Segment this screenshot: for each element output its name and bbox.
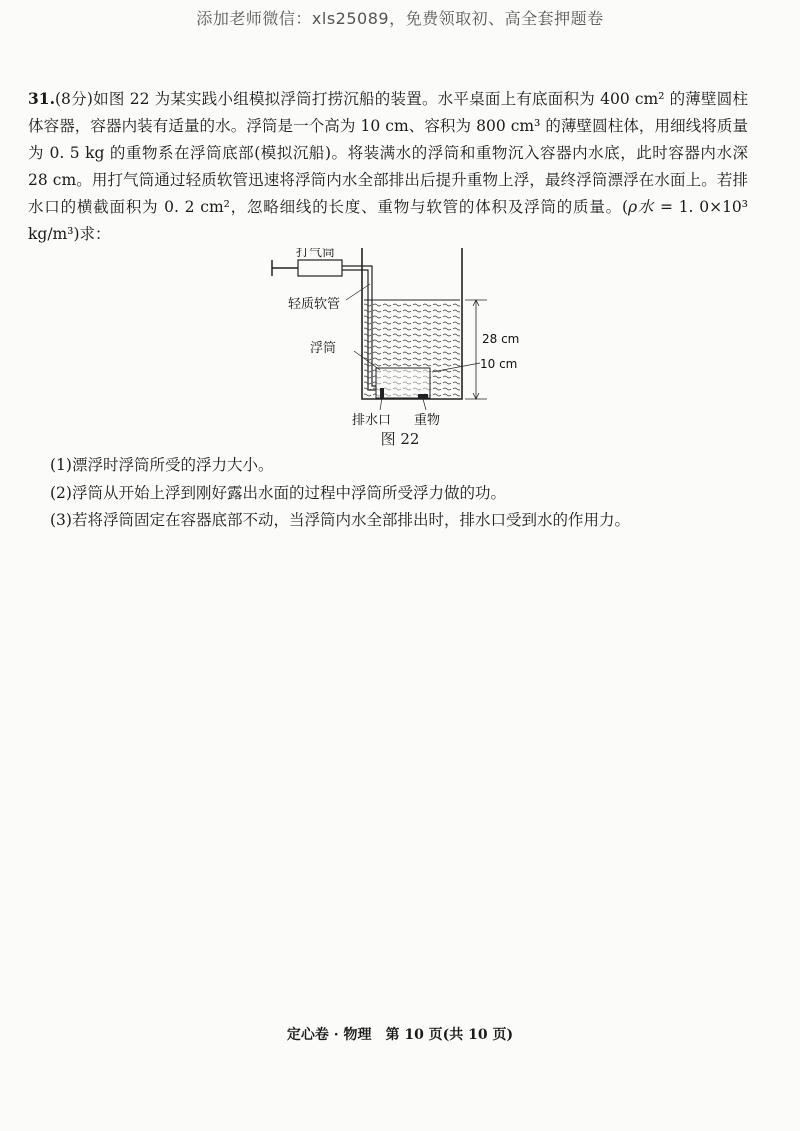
question-number: 31.	[28, 89, 55, 108]
watermark-text: 添加老师微信：xls25089，免费领取初、高全套押题卷	[196, 9, 604, 28]
density-symbol: ρ水	[628, 198, 655, 216]
weight-block	[418, 394, 428, 399]
figure-22-diagram	[262, 248, 522, 448]
page-footer: 定心卷 · 物理 第 10 页(共 10 页)	[286, 1027, 514, 1043]
apparatus-svg	[262, 248, 522, 428]
sub-question-2: (2)浮筒从开始上浮到刚好露出水面的过程中浮筒所受浮力做的功。	[50, 483, 506, 502]
label-pump: 打气筒	[296, 248, 336, 260]
label-depth: 28 cm	[482, 332, 520, 346]
sub-question-1: (1)漂浮时浮筒所受的浮力大小。	[50, 456, 274, 474]
sub-question-3: (3)若将浮筒固定在容器底部不动，当浮筒内水全部排出时，排水口受到水的作用力。	[50, 511, 630, 529]
problem-text-1: 如图 22 为某实践小组模拟浮筒打捞沉船的装置。水平桌面上有底面积为 400 cm² 的薄壁圆柱体容器，容器内装有适量的水。浮筒是一个高为 10 cm、容积为 800 cm³ 的薄壁圆柱体，用细线将质量为 0. 5 kg 的重物系在浮筒底部(模拟沉船)。将装满水的浮筒和重物沉入容器内水底，此时容器内水深 28 cm。用打气筒通过轻质软管迅速将浮筒内水全部排出后提升重物上浮，最终浮筒漂浮在水面上。若排水口的横截面积为 0. 2 cm²，忽略细线的长度、重物与软管的体积及浮筒的质量。(	[28, 90, 748, 216]
label-height: 10 cm	[480, 357, 518, 371]
problem-text-2: = 1. 0×10³ kg/m³)求：	[28, 198, 749, 243]
problem-statement	[28, 85, 748, 248]
sub-questions	[50, 452, 750, 535]
figure-caption: 图 22	[380, 430, 420, 448]
question-score: (8分)	[54, 90, 93, 108]
outlet-marker	[380, 388, 384, 398]
pump-icon	[272, 260, 367, 276]
label-float: 浮筒	[310, 341, 337, 356]
label-outlet: 排水口	[352, 413, 392, 428]
label-hose: 轻质软管	[288, 297, 341, 312]
label-weight: 重物	[414, 413, 441, 428]
